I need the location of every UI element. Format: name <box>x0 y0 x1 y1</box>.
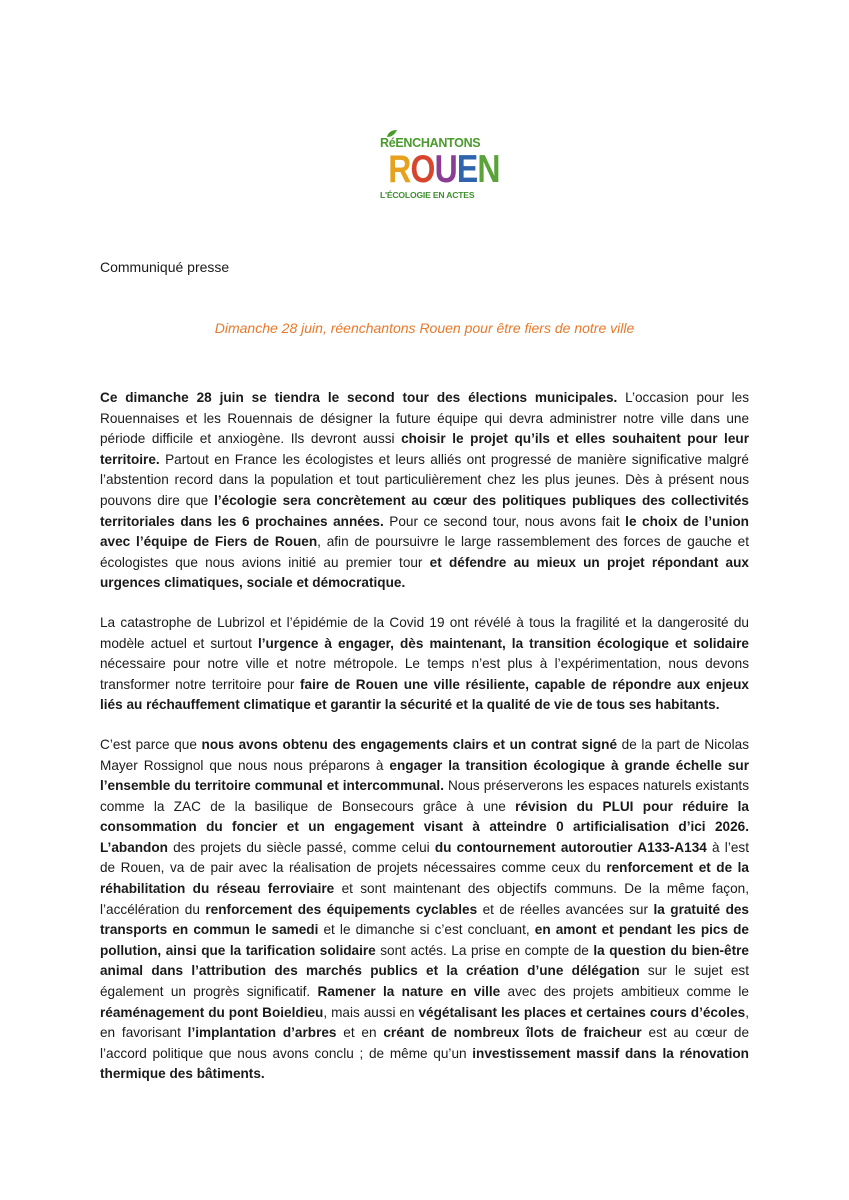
text-run: sont actés. La prise en compte de <box>375 942 594 958</box>
bold-text: Ce dimanche 28 juin se tiendra le second tour des élections municipales. <box>100 390 618 405</box>
text-run: sur le sujet est également un progrès significatif. <box>100 963 750 1000</box>
bold-text: faire de Rouen une ville résiliente, capable de répondre aux enjeux liés au réchauffement climatique et garantir la sécurité et la qualité de vie de tous ses habitants. <box>100 676 749 713</box>
bold-text: investissement massif dans la rénovation thermique des bâtiments. <box>100 1045 749 1082</box>
document-label: Communiqué presse <box>100 259 230 275</box>
document-title: Dimanche 28 juin, réenchantons Rouen pour être fiers de notre ville <box>214 320 635 336</box>
text-run: avec des projets ambitieux comme le <box>500 984 749 1000</box>
text-run: et sont maintenant des objectifs communs. De la même façon, l’accélération du <box>100 881 749 917</box>
paragraph <box>100 735 749 1085</box>
logo-letter: R <box>388 148 411 191</box>
bold-text: Ramener la nature en ville <box>317 984 501 1000</box>
logo-letter: O <box>410 148 435 191</box>
bold-text: le choix de l’union avec l’équipe de Fiers de Rouen <box>100 513 749 550</box>
bold-text: révision du PLUI pour réduire la consommation du foncier et un engagement visant à atteindre 0 artificialisation d’ici 2026. L’abandon <box>100 798 749 855</box>
paragraph <box>100 388 749 594</box>
text-run: , en favorisant <box>100 1004 749 1041</box>
logo-letter: E <box>456 148 478 191</box>
bold-text: l’urgence à engager, dès maintenant, la transition écologique et solidaire <box>257 635 749 651</box>
text-run: Pour ce second tour, nous avons fait <box>383 513 626 529</box>
logo-letter: U <box>434 148 457 191</box>
logo <box>380 136 500 201</box>
bold-text: la question du bien-être animal dans l’attribution des marchés publics et la création d’une délégation <box>100 942 749 979</box>
text-run: des projets du siècle passé, comme celui <box>167 839 435 855</box>
bold-text: créant de nombreux îlots de fraicheur <box>383 1025 642 1041</box>
bold-text: réaménagement du pont Boieldieu <box>100 1004 324 1020</box>
paragraph <box>100 613 749 716</box>
logo-rouen <box>388 148 500 191</box>
bold-text: nous avons obtenu des engagements clairs et un contrat signé <box>201 736 618 752</box>
document-body <box>100 388 749 1104</box>
bold-text: la gratuité des transports en commun le samedi <box>100 901 749 938</box>
text-run: et en <box>336 1025 384 1041</box>
logo-letter: N <box>477 148 500 191</box>
leaf-icon <box>386 129 398 138</box>
text-run: Nous préserverons les espaces naturels existants comme la ZAC de la basilique de Bonsecours grâce à une <box>100 778 749 814</box>
text-run: La catastrophe de Lubrizol et l’épidémie de la Covid 19 ont révélé à tous la fragilité et la dangerosité du modèle actuel et surtout <box>100 614 749 651</box>
bold-text: choisir le projet qu’ils et elles souhaitent pour leur territoire. <box>100 431 749 467</box>
text-run: nécessaire pour notre ville et notre métropole. Le temps n’est plus à l’expérimentation, nous devons transformer notre territoire pour <box>100 656 749 692</box>
logo-top-text: RéENCHANTONS <box>380 136 472 150</box>
bold-text: et défendre au mieux un projet répondant aux urgences climatiques, sociale et démocratique. <box>100 554 749 591</box>
bold-text: en amont et pendant les pics de pollution, ainsi que la tarification solidaire <box>100 922 749 958</box>
text-run: C’est parce que <box>100 736 202 752</box>
text-run: et le dimanche si c’est concluant, <box>318 922 535 938</box>
text-run: à l’est de Rouen, va de pair avec la réalisation de projets nécessaires comme ceux du <box>100 839 749 876</box>
text-run: est au cœur de l’accord politique que nous avons conclu ; de même qu’un <box>100 1025 750 1061</box>
text-run: de la part de Nicolas Mayer Rossignol que nous nous préparons à <box>100 736 749 773</box>
logo-tagline: L'ÉCOLOGIE EN ACTES <box>380 190 475 200</box>
text-run: , mais aussi en <box>323 1004 419 1020</box>
text-run: , afin de poursuivre le large rassemblement des forces de gauche et écologistes que nous avions initié au premier tour <box>100 534 749 570</box>
bold-text: l’écologie sera concrètement au cœur des politiques publiques des collectivités territoriales dans les 6 prochaines années. <box>100 492 749 529</box>
bold-text: végétalisant les places et certaines cours d’écoles <box>418 1004 746 1020</box>
bold-text: du contournement autoroutier A133-A134 <box>434 839 707 855</box>
text-run: Partout en France les écologistes et leurs alliés ont progressé de manière significative malgré l’abstention record dans la population et tout particulièrement chez les plus jeunes. Dès à présent nous pouvons dire que <box>100 451 749 508</box>
bold-text: engager la transition écologique à grande échelle sur l’ensemble du territoire communal et intercommunal. <box>100 757 749 794</box>
bold-text: renforcement des équipements cyclables <box>205 901 478 917</box>
bold-text: renforcement et de la réhabilitation du réseau ferroviaire <box>100 860 749 897</box>
bold-text: l’implantation d’arbres <box>187 1025 337 1041</box>
text-run: L’occasion pour les Rouennaises et les Rouennais de désigner la future équipe qui devra administrer notre ville dans une période difficile et anxiogène. Ils devront aussi <box>100 390 749 447</box>
text-run: et de réelles avancées sur <box>477 901 654 917</box>
